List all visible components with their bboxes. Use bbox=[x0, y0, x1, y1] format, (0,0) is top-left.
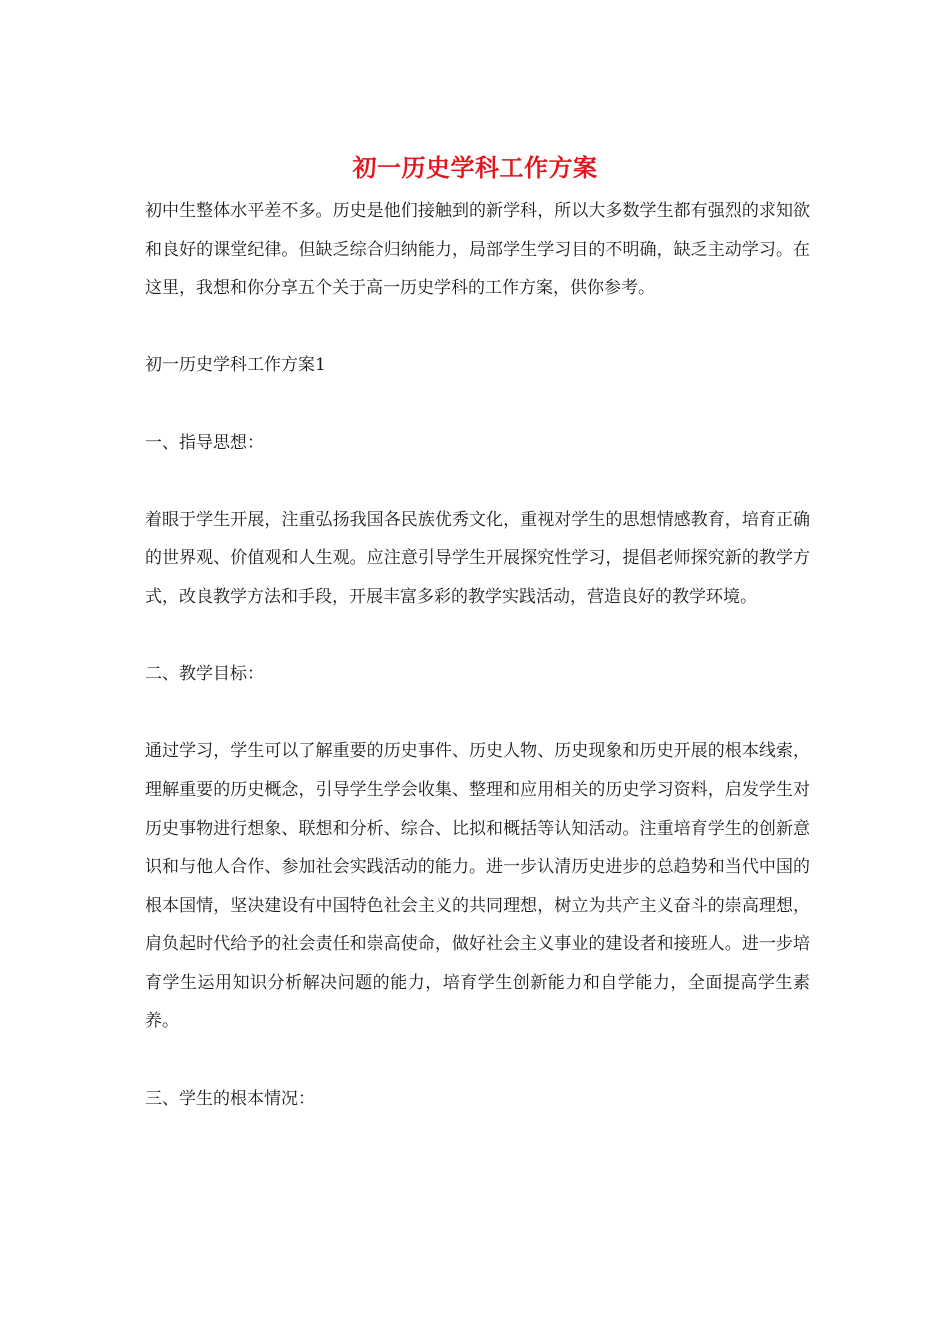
intro-paragraph: 初中生整体水平差不多。历史是他们接触到的新学科，所以大多数学生都有强烈的求知欲和良好的课堂纪律。但缺乏综合归纳能力，局部学生学习目的不明确，缺乏主动学习。在这里，我想和你分享五个关于高一历史学科的工作方案，供你参考。 bbox=[145, 201, 810, 299]
plan-heading: 初一历史学科工作方案1 bbox=[145, 355, 326, 376]
section-heading-teaching-goals: 二、教学目标： bbox=[145, 664, 264, 685]
paragraph-gap bbox=[145, 385, 810, 424]
section-heading-guiding-thought: 一、指导思想： bbox=[145, 432, 264, 453]
document-title: 初一历史学科工作方案 bbox=[352, 153, 598, 182]
document-body bbox=[145, 192, 810, 1118]
paragraph-gap bbox=[145, 694, 810, 733]
paragraph-gap bbox=[145, 617, 810, 656]
paragraph-gap bbox=[145, 308, 810, 347]
guiding-thought-paragraph: 着眼于学生开展，注重弘扬我国各民族优秀文化，重视对学生的思想情感教育，培育正确的世界观、价值观和人生观。应注意引导学生开展探究性学习，提倡老师探究新的教学方式，改良教学方法和手段，开展丰富多彩的教学实践活动，营造良好的教学环境。 bbox=[145, 509, 810, 607]
teaching-goals-paragraph: 通过学习，学生可以了解重要的历史事件、历史人物、历史现象和历史开展的根本线索，理解重要的历史概念，引导学生学会收集、整理和应用相关的历史学习资料，启发学生对历史事物进行想象、联想和分析、综合、比拟和概括等认知活动。注重培育学生的创新意识和与他人合作、参加社会实践活动的能力。进一步认清历史进步的总趋势和当代中国的根本国情，坚决建设有中国特色社会主义的共同理想，树立为共产主义奋斗的崇高理想，肩负起时代给予的社会责任和崇高使命，做好社会主义事业的建设者和接班人。进一步培育学生运用知识分析解决问题的能力，培育学生创新能力和自学能力，全面提高学生素养。 bbox=[145, 741, 810, 1032]
section-heading-student-situation: 三、学生的根本情况： bbox=[145, 1088, 315, 1109]
paragraph-gap bbox=[145, 462, 810, 501]
paragraph-gap bbox=[145, 1041, 810, 1080]
